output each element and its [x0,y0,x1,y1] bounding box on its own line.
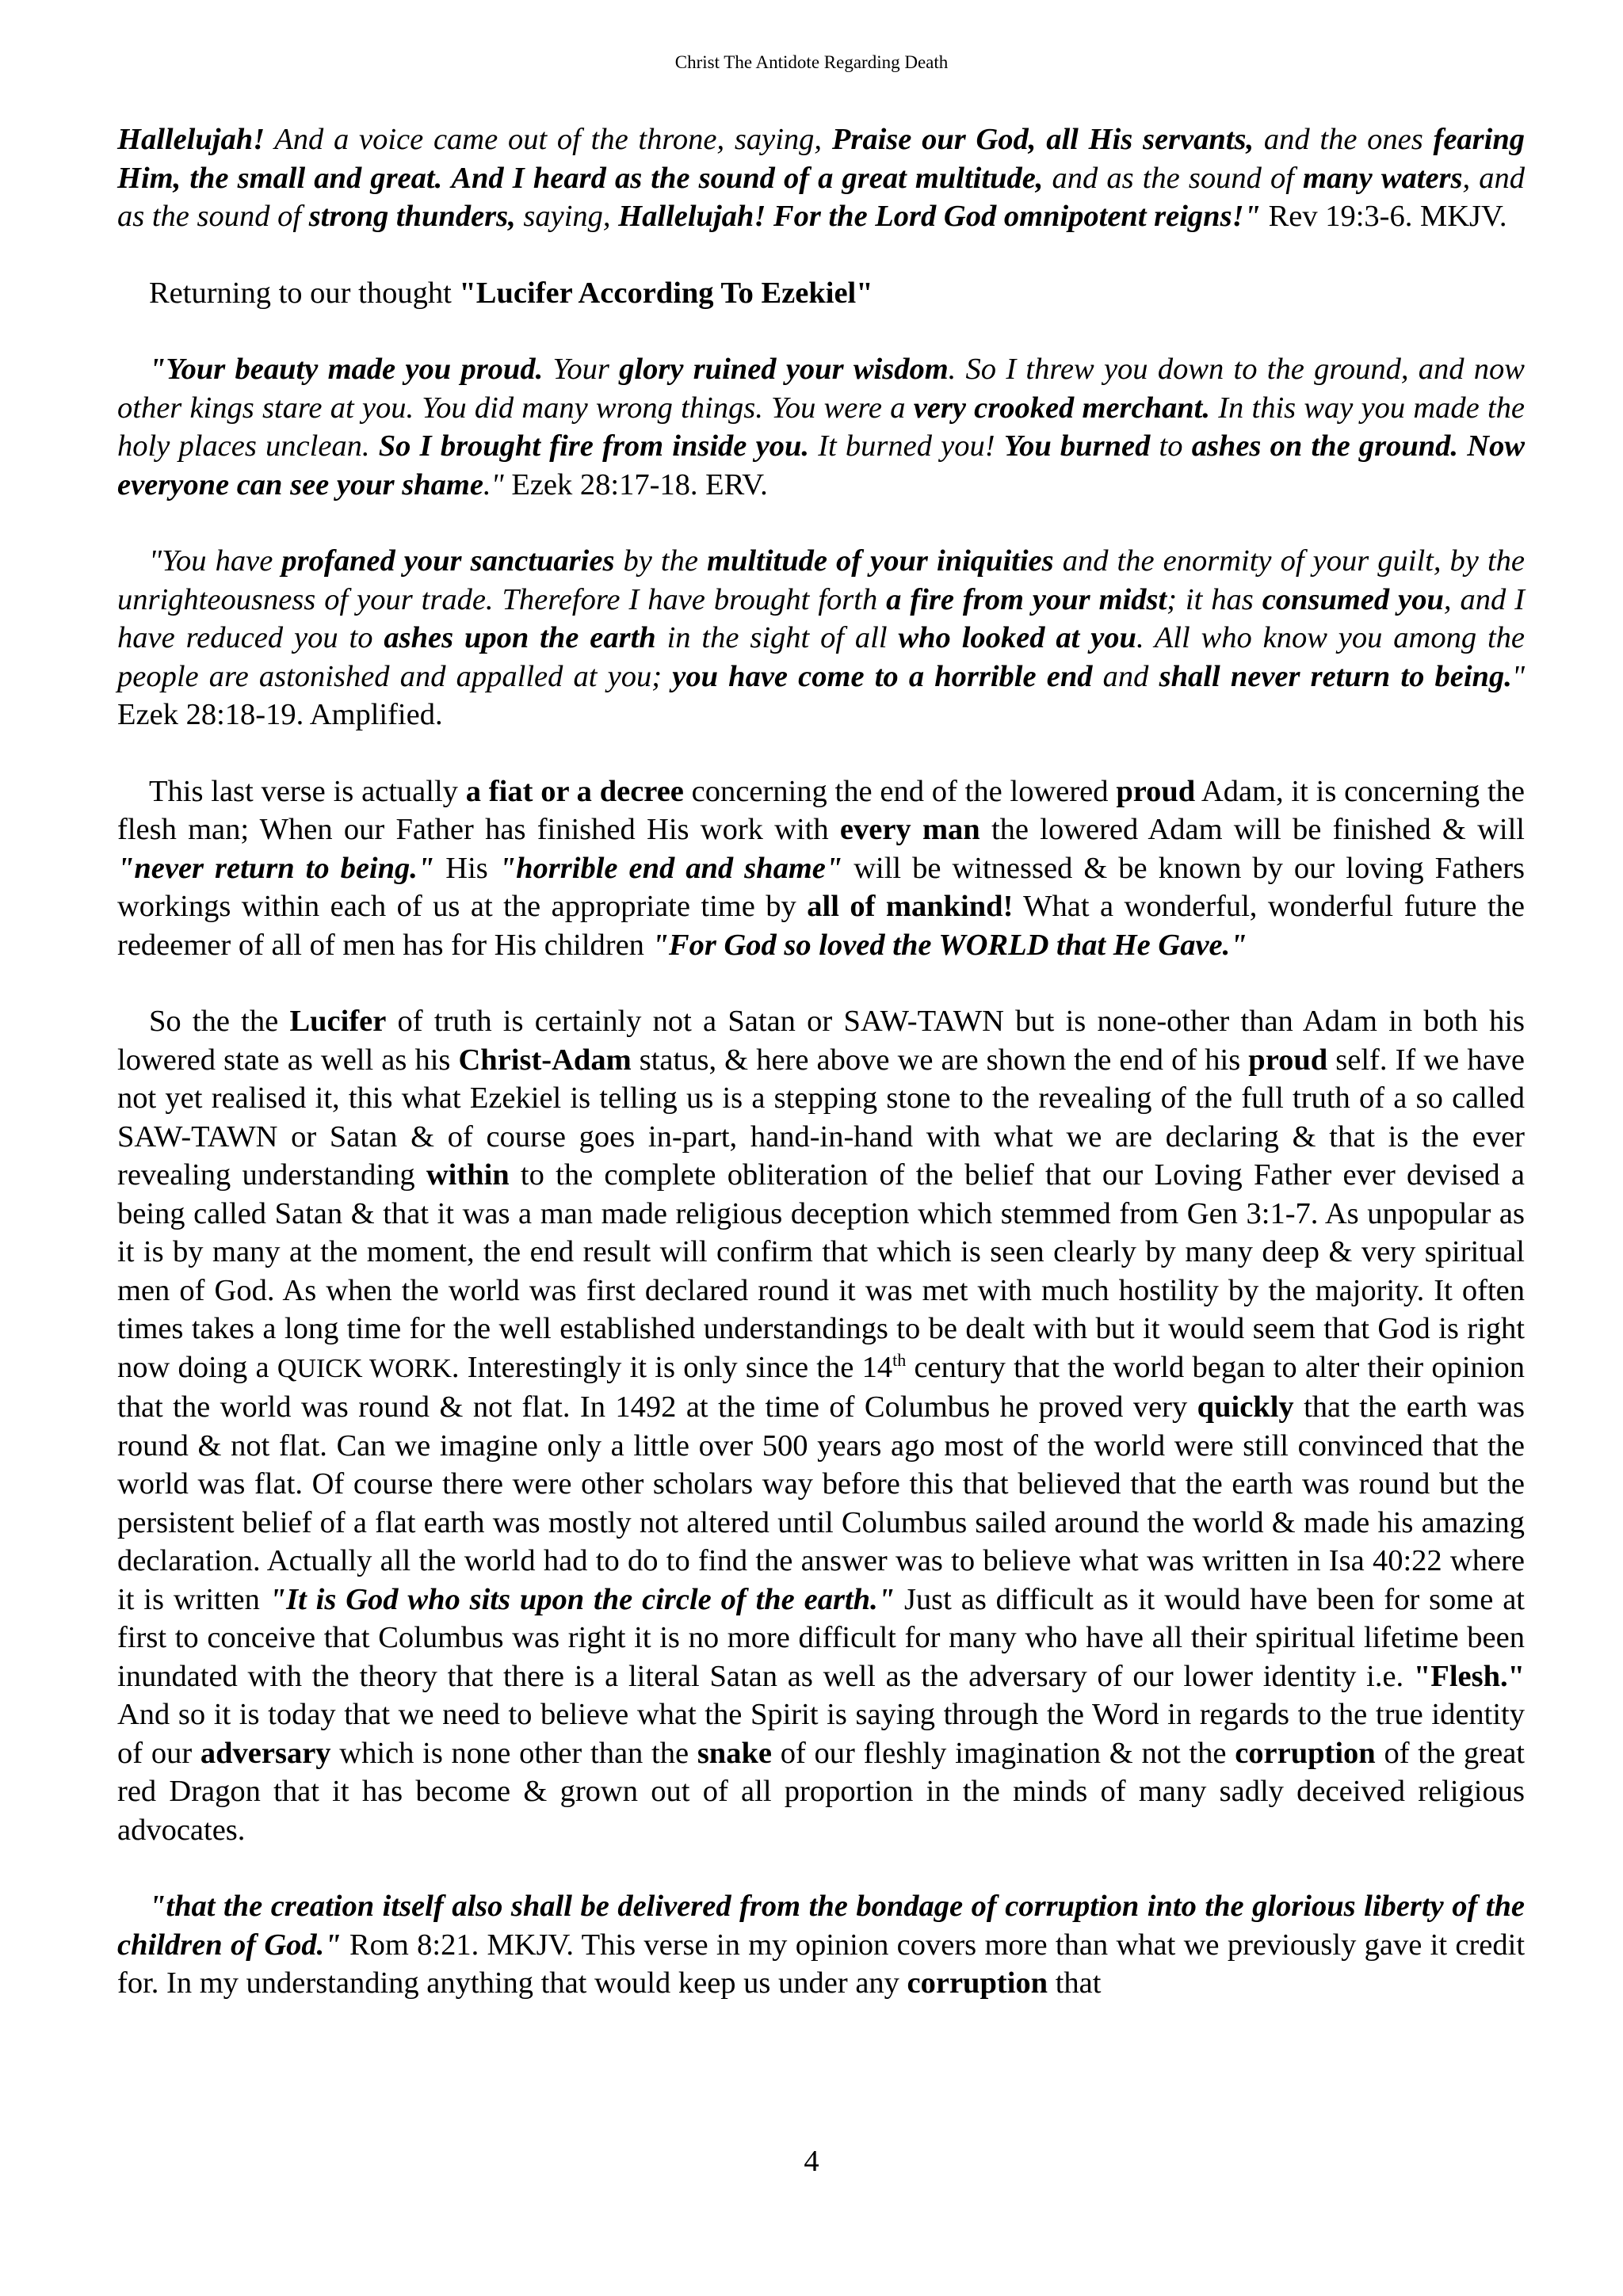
paragraph-lucifer-of-truth: So the the Lucifer of truth is certainly not a Satan or SAW-TAWN but is none-other than Adam in both his lowered state as well as his Christ-Adam status, & here above we are shown the end of his proud self. If we have not yet realised it, this what Ezekiel is telling us is a stepping stone to the revealing of the full truth of a so called SAW-TAWN or Satan & of course goes in-part, hand-in-hand with what we are declaring & that is the ever revealing understanding within to the complete obliteration of the belief that our Loving Father ever devised a being called Satan & that it was a man made religious deception which stemmed from Gen 3:1-7. As unpopular as it is by many at the moment, the end result will confirm that which is seen clearly by many deep & very spiritual men of God. As when the world was first declared round it was met with much hostility by the majority. It often times takes a long time for the well established understandings to be dealt with but it would seem that God is right now doing a QUICK WORK. Interestingly it is only since the 14th century that the world began to alter their opinion that the world was round & not flat. In 1492 at the time of Columbus he proved very quickly that the earth was round & not flat. Can we imagine only a little over 500 years ago most of the world were still convinced that the world was flat. Of course there were other scholars way before this that believed that the earth was round but the persistent belief of a flat earth was mostly not altered until Columbus sailed around the world & made his amazing declaration. Actually all the world had to do to find the answer was to believe what was written in Isa 40:22 where it is written "It is God who sits upon the circle of the earth." Just as difficult as it would have been for some at first to conceive that Columbus was right it is no more difficult for many who have all their spiritual lifetime been inundated with the theory that there is a literal Satan as well as the adversary of our lower identity i.e. "Flesh." And so it is today that we need to believe what the Spirit is saying through the Word in regards to the true identity of our adversary which is none other than the snake of our fleshly imagination & not the corruption of the great red Dragon that it has become & grown out of all proportion in the minds of many sadly deceived religious advocates. [117,1005,1525,1847]
paragraph-ezek-amplified-quote: "You have profaned your sanctuaries by the multitude of your iniquities and the enormity of your guilt, by the unrighteousness of your trade. Therefore I have brought forth a fire from your midst; it has consumed you, and I have reduced you to ashes upon the earth in the sight of all who looked at you. All who know you among the people are astonished and appalled at you; you have come to a horrible end and shall never return to being." Ezek 28:18-19. Amplified. [117,544,1526,731]
paragraph-rom-8-21: "that the creation itself also shall be delivered from the bondage of corruption into the glorious liberty of the children of God." Rom 8:21. MKJV. This verse in my opinion covers more than what we previously gave it credit for. In my understanding anything that would keep us under any corruption that [117,1890,1526,2000]
paragraph-ezek-erv-quote: "Your beauty made you proud. Your glory ruined your wisdom. So I threw you down to the ground, and now other kings stare at you. You did many wrong things. You were a very crooked merchant. In this way you made the holy places unclean. So I brought fire from inside you. It burned you! You burned to ashes on the ground. Now everyone can see your shame." Ezek 28:17-18. ERV. [117,353,1525,502]
paragraph-returning-thought: Returning to our thought "Lucifer According To Ezekiel" [149,276,873,310]
page-body [117,120,1525,2003]
paragraph-rev-19-quote: Hallelujah! And a voice came out of the throne, saying, Praise our God, all His servants, and the ones fearing Him, the small and great. And I heard as the sound of a great multitude, and as the sound of many waters, and as the sound of strong thunders, saying, Hallelujah! For the Lord God omnipotent reigns!" Rev 19:3-6. MKJV. [117,123,1525,233]
paragraph-fiat-decree: This last verse is actually a fiat or a decree concerning the end of the lowered proud Adam, it is concerning the flesh man; When our Father has finished His work with every man the lowered Adam will be finished & will "never return to being." His "horrible end and shame" will be witnessed & be known by our loving Fathers workings within each of us at the appropriate time by all of mankind! What a wonderful, wonderful future the redeemer of all of men has for His children "For God so loved the WORLD that He Gave." [117,774,1526,962]
page-number: 4 [804,2145,819,2178]
running-header: Christ The Antidote Regarding Death [674,52,949,72]
